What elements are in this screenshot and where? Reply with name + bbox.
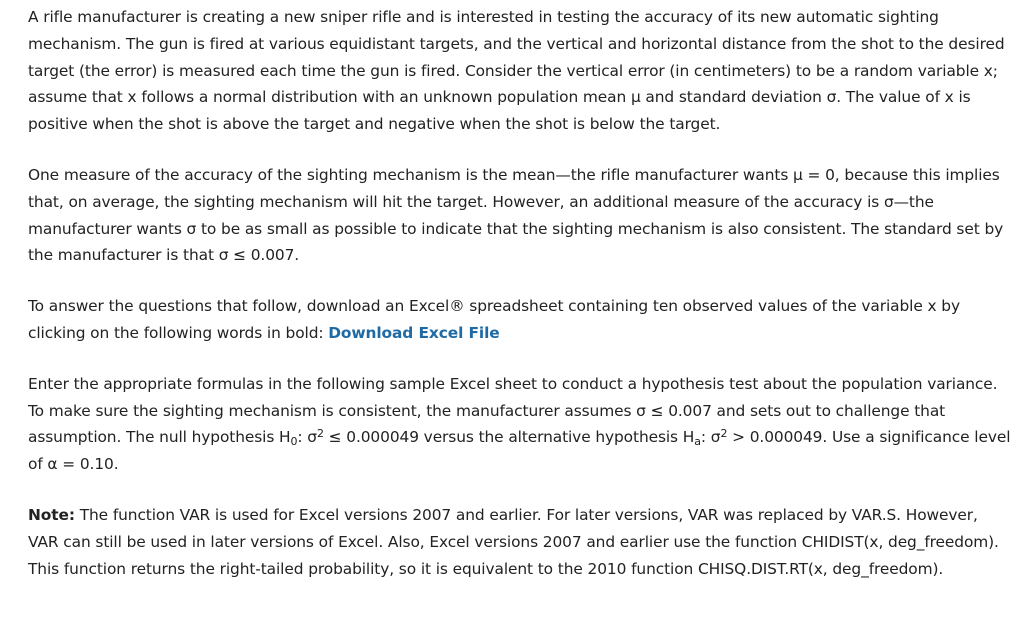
accuracy-text: One measure of the accuracy of the sighting mechanism is the mean—the rifle manufacturer wants μ = 0, because this implies that, on average, the sighting mechanism will hit the target. However, an additional measure of the accuracy is σ—the manufacturer wants σ to be as small as possible to indicate that the sighting mechanism is also consistent. The standard set by the manufacturer is that σ ≤ 0.007. bbox=[28, 165, 1004, 265]
intro-text: A rifle manufacturer is creating a new sniper rifle and is interested in testing the accuracy of its new automatic sighting mechanism. The gun is fired at various equidistant targets, and the vertical and horizontal distance from the shot to the desired target (the error) is measured each time the gun is fired. Consider the vertical error (in centimeters) to be a random variable x; assume that x follows a normal distribution with an unknown population mean μ and standard deviation σ. The value of x is positive when the shot is above the target and negative when the shot is below the target. bbox=[28, 8, 1005, 134]
download-text: To answer the questions that follow, download an Excel® spreadsheet containing ten observed values of the variable x by clicking on the following words in bold: bbox=[28, 297, 960, 342]
sigma-squared-superscript: 2 bbox=[316, 427, 324, 441]
hypothesis-text-1: Enter the appropriate formulas in the following sample Excel sheet to conduct a hypothesis test about the population variance. To make sure the sighting mechanism is consistent, the manufacturer assumes σ ≤ 0.007 and sets out to challenge that assumption. The null hypothesis H bbox=[28, 374, 998, 447]
download-excel-link[interactable]: Download Excel File bbox=[328, 323, 500, 342]
hypothesis-paragraph bbox=[28, 371, 1012, 478]
note-text: The function VAR is used for Excel versions 2007 and earlier. For later versions, VAR was replaced by VAR.S. However, VAR can still be used in later versions of Excel. Also, Excel versions 2007 and earlier use the function CHIDIST(x, deg_freedom). This function returns the right-tailed probability, so it is equivalent to the 2010 function CHISQ.DIST.RT(x, deg_freedom). bbox=[28, 505, 999, 578]
download-paragraph bbox=[28, 293, 1012, 347]
accuracy-paragraph bbox=[28, 162, 1012, 269]
ha-subscript: a bbox=[694, 435, 701, 449]
hypothesis-text-3: ≤ 0.000049 versus the alternative hypothesis H bbox=[323, 428, 695, 447]
hypothesis-text-4: : σ bbox=[700, 428, 721, 447]
h0-subscript: 0 bbox=[290, 435, 298, 449]
note-paragraph bbox=[28, 502, 1012, 582]
hypothesis-text-2: : σ bbox=[297, 428, 317, 447]
hypothesis-text-5: > 0.000049. Use a significance level of α = 0.10. bbox=[28, 428, 1011, 474]
sigma-squared-superscript-alt: 2 bbox=[720, 427, 728, 441]
problem-content bbox=[28, 4, 1012, 606]
note-label: Note: bbox=[28, 505, 75, 524]
intro-paragraph bbox=[28, 4, 1012, 138]
